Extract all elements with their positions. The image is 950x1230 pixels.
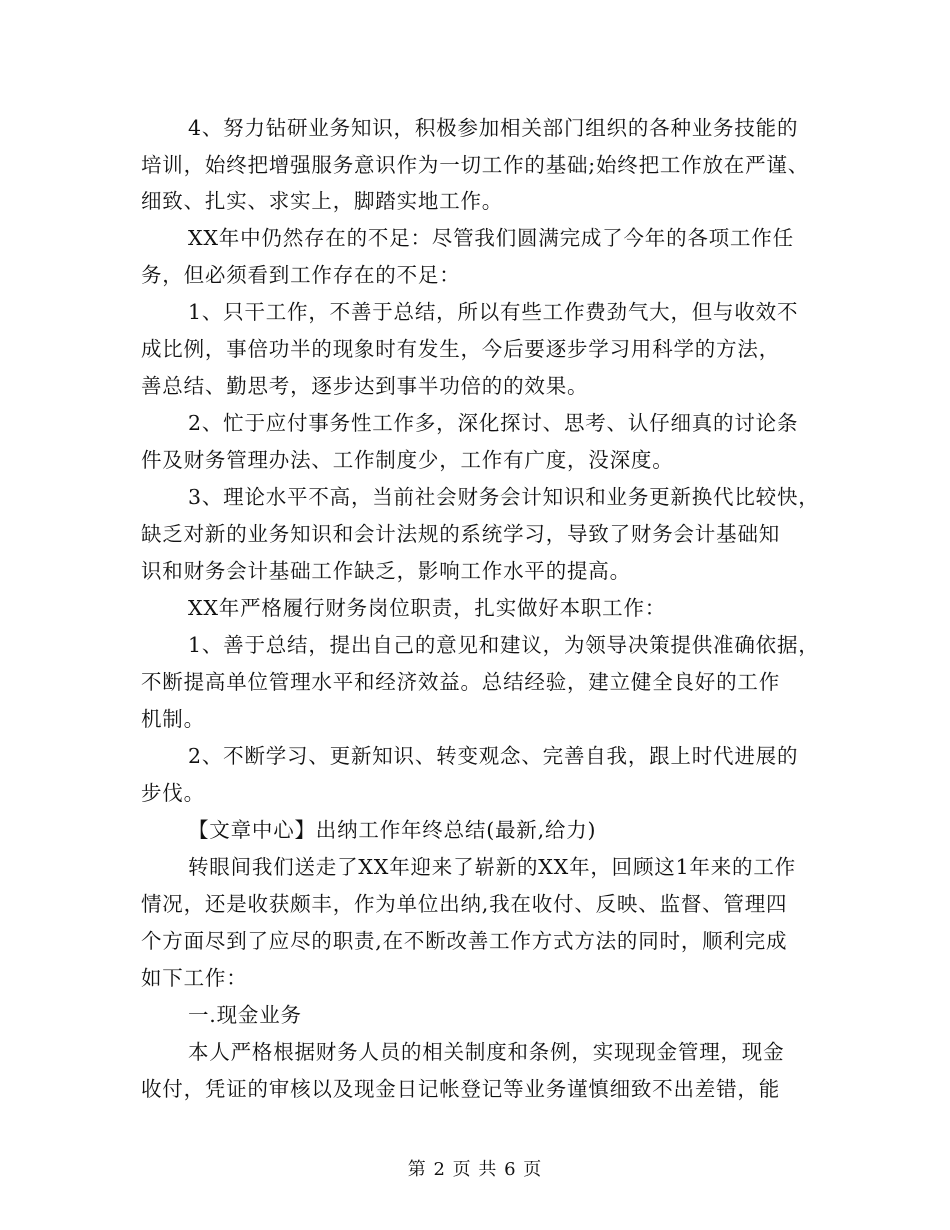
paragraph-line: 识和财务会计基础工作缺乏，影响工作水平的提高。	[141, 559, 631, 583]
paragraph-line: 步伐。	[141, 781, 205, 805]
paragraph-line: 如下工作：	[141, 966, 248, 990]
paragraph-line: 成比例，事倍功半的现象时有发生，今后要逐步学习用科学的方法，	[141, 337, 780, 361]
paragraph-line: 转眼间我们送走了XX年迎来了崭新的XX年，回顾这1年来的工作	[188, 855, 796, 879]
paragraph-line: 务，但必须看到工作存在的不足：	[141, 263, 461, 287]
paragraph-line: XX年中仍然存在的不足：尽管我们圆满完成了今年的各项工作任	[188, 226, 794, 250]
section-heading: 【文章中心】出纳工作年终总结(最新,给力)	[188, 818, 597, 842]
paragraph-line: 培训，始终把增强服务意识作为一切工作的基础;始终把工作放在严谨、	[141, 153, 810, 177]
paragraph-line: 2、忙于应付事务性工作多，深化探讨、思考、认仔细真的讨论条	[188, 411, 799, 435]
subsection-heading: 一.现金业务	[188, 1003, 302, 1027]
paragraph-line: 收付，凭证的审核以及现金日记帐登记等业务谨慎细致不出差错，能	[141, 1077, 780, 1101]
paragraph-line: 细致、扎实、求实上，脚踏实地工作。	[141, 189, 504, 213]
paragraph-line: 不断提高单位管理水平和经济效益。总结经验，建立健全良好的工作	[141, 670, 780, 694]
paragraph-line: 2、不断学习、更新知识、转变观念、完善自我，跟上时代进展的	[188, 744, 799, 768]
paragraph-line: XX年严格履行财务岗位职责，扎实做好本职工作：	[188, 596, 667, 620]
paragraph-line: 1、只干工作，不善于总结，所以有些工作费劲气大，但与收效不	[188, 300, 799, 324]
paragraph-line: 情况，还是收获颇丰，作为单位出纳,我在收付、反映、监督、管理四	[141, 892, 788, 916]
paragraph-line: 件及财务管理办法、工作制度少，工作有广度，没深度。	[141, 448, 674, 472]
paragraph-line: 个方面尽到了应尽的职责,在不断改善工作方式方法的同时，顺利完成	[141, 929, 788, 953]
paragraph-line: 本人严格根据财务人员的相关制度和条例，实现现金管理，现金	[188, 1040, 785, 1064]
paragraph-line: 善总结、勤思考，逐步达到事半功倍的的效果。	[141, 374, 589, 398]
paragraph-line: 3、理论水平不高，当前社会财务会计知识和业务更新换代比较快，	[188, 485, 820, 509]
paragraph-line: 4、努力钻研业务知识，积极参加相关部门组织的各种业务技能的	[188, 116, 799, 140]
paragraph-line: 缺乏对新的业务知识和会计法规的系统学习，导致了财务会计基础知	[141, 522, 780, 546]
paragraph-line: 机制。	[141, 707, 205, 731]
paragraph-line: 1、善于总结，提出自己的意见和建议，为领导决策提供准确依据，	[188, 633, 820, 657]
page-number-footer: 第 2 页 共 6 页	[407, 1159, 543, 1180]
